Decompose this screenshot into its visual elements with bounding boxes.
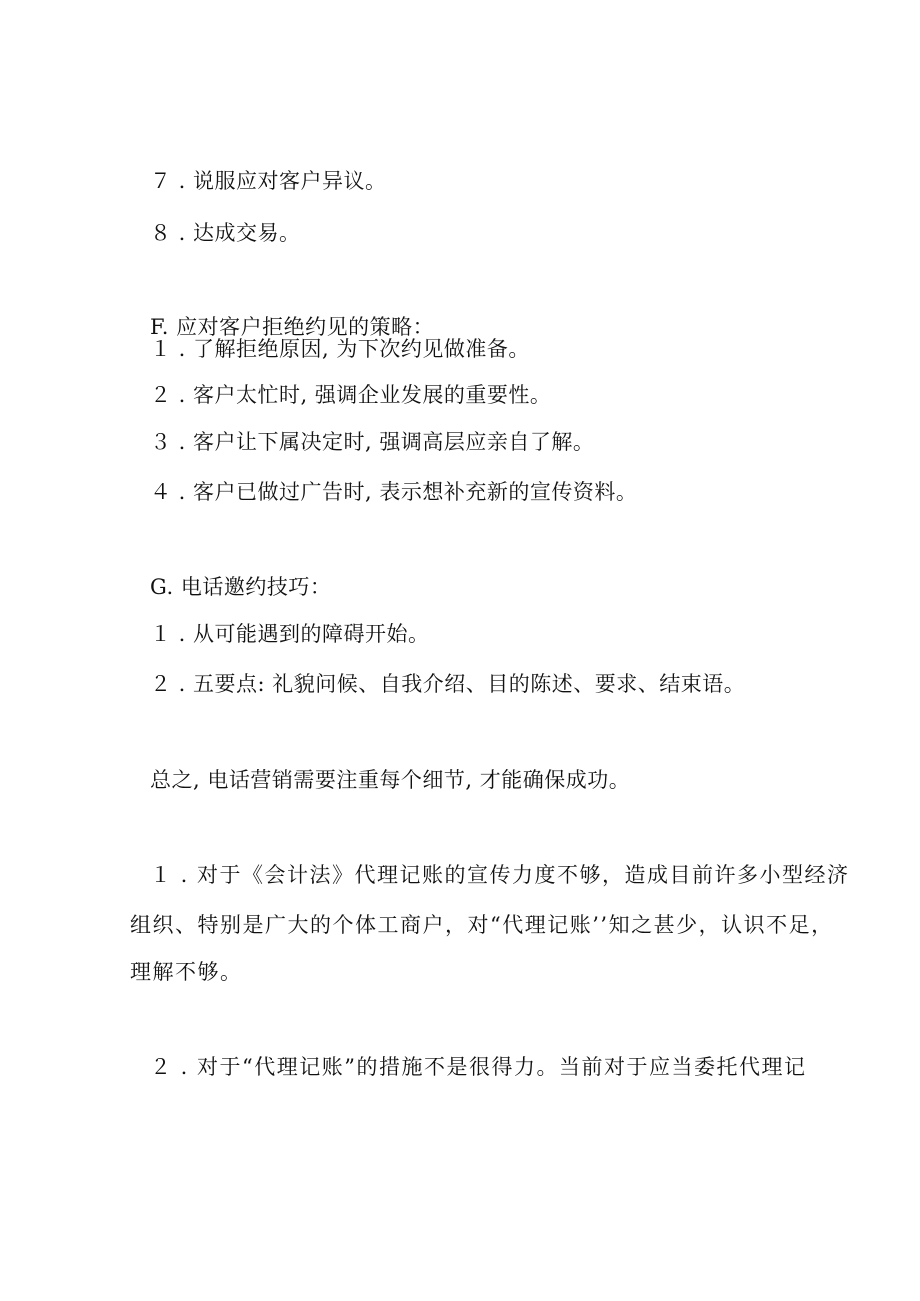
section-f-item-1: １ . 了解拒绝原因, 为下次约见做准备。 <box>150 337 530 361</box>
paragraph-2-line-1: ２ . 对于“代理记账”的措施不是很得力。当前对于应当委托代理记 <box>150 1055 807 1079</box>
list-item-7: ７ . 说服应对客户异议。 <box>150 169 387 193</box>
list-item-8: ８ . 达成交易。 <box>150 221 301 245</box>
section-f-item-3: ３ . 客户让下属决定时, 强调高层应亲自了解。 <box>150 430 595 454</box>
section-f-item-4: ４ . 客户已做过广告时, 表示想补充新的宣传资料。 <box>150 480 638 504</box>
section-g-item-2: ２ . 五要点: 礼貌问候、自我介绍、目的陈述、要求、结束语。 <box>150 672 746 696</box>
section-f-heading: F. 应对客户拒绝约见的策略： <box>150 315 435 339</box>
section-g-heading: G. 电话邀约技巧： <box>150 575 332 599</box>
section-g-item-1: １ . 从可能遇到的障碍开始。 <box>150 622 430 646</box>
summary-text: 总之, 电话营销需要注重每个细节, 才能确保成功。 <box>150 768 631 792</box>
paragraph-1-line-3: 理解不够。 <box>130 960 243 984</box>
paragraph-1-line-1: １ . 对于《会计法》代理记账的宣传力度不够，造成目前许多小型经济 <box>150 863 850 887</box>
paragraph-1-line-2: 组织、特别是广大的个体工商户，对“代理记账’’知之甚少，认识不足， <box>130 913 834 937</box>
section-f-item-2: ２ . 客户太忙时, 强调企业发展的重要性。 <box>150 383 552 407</box>
